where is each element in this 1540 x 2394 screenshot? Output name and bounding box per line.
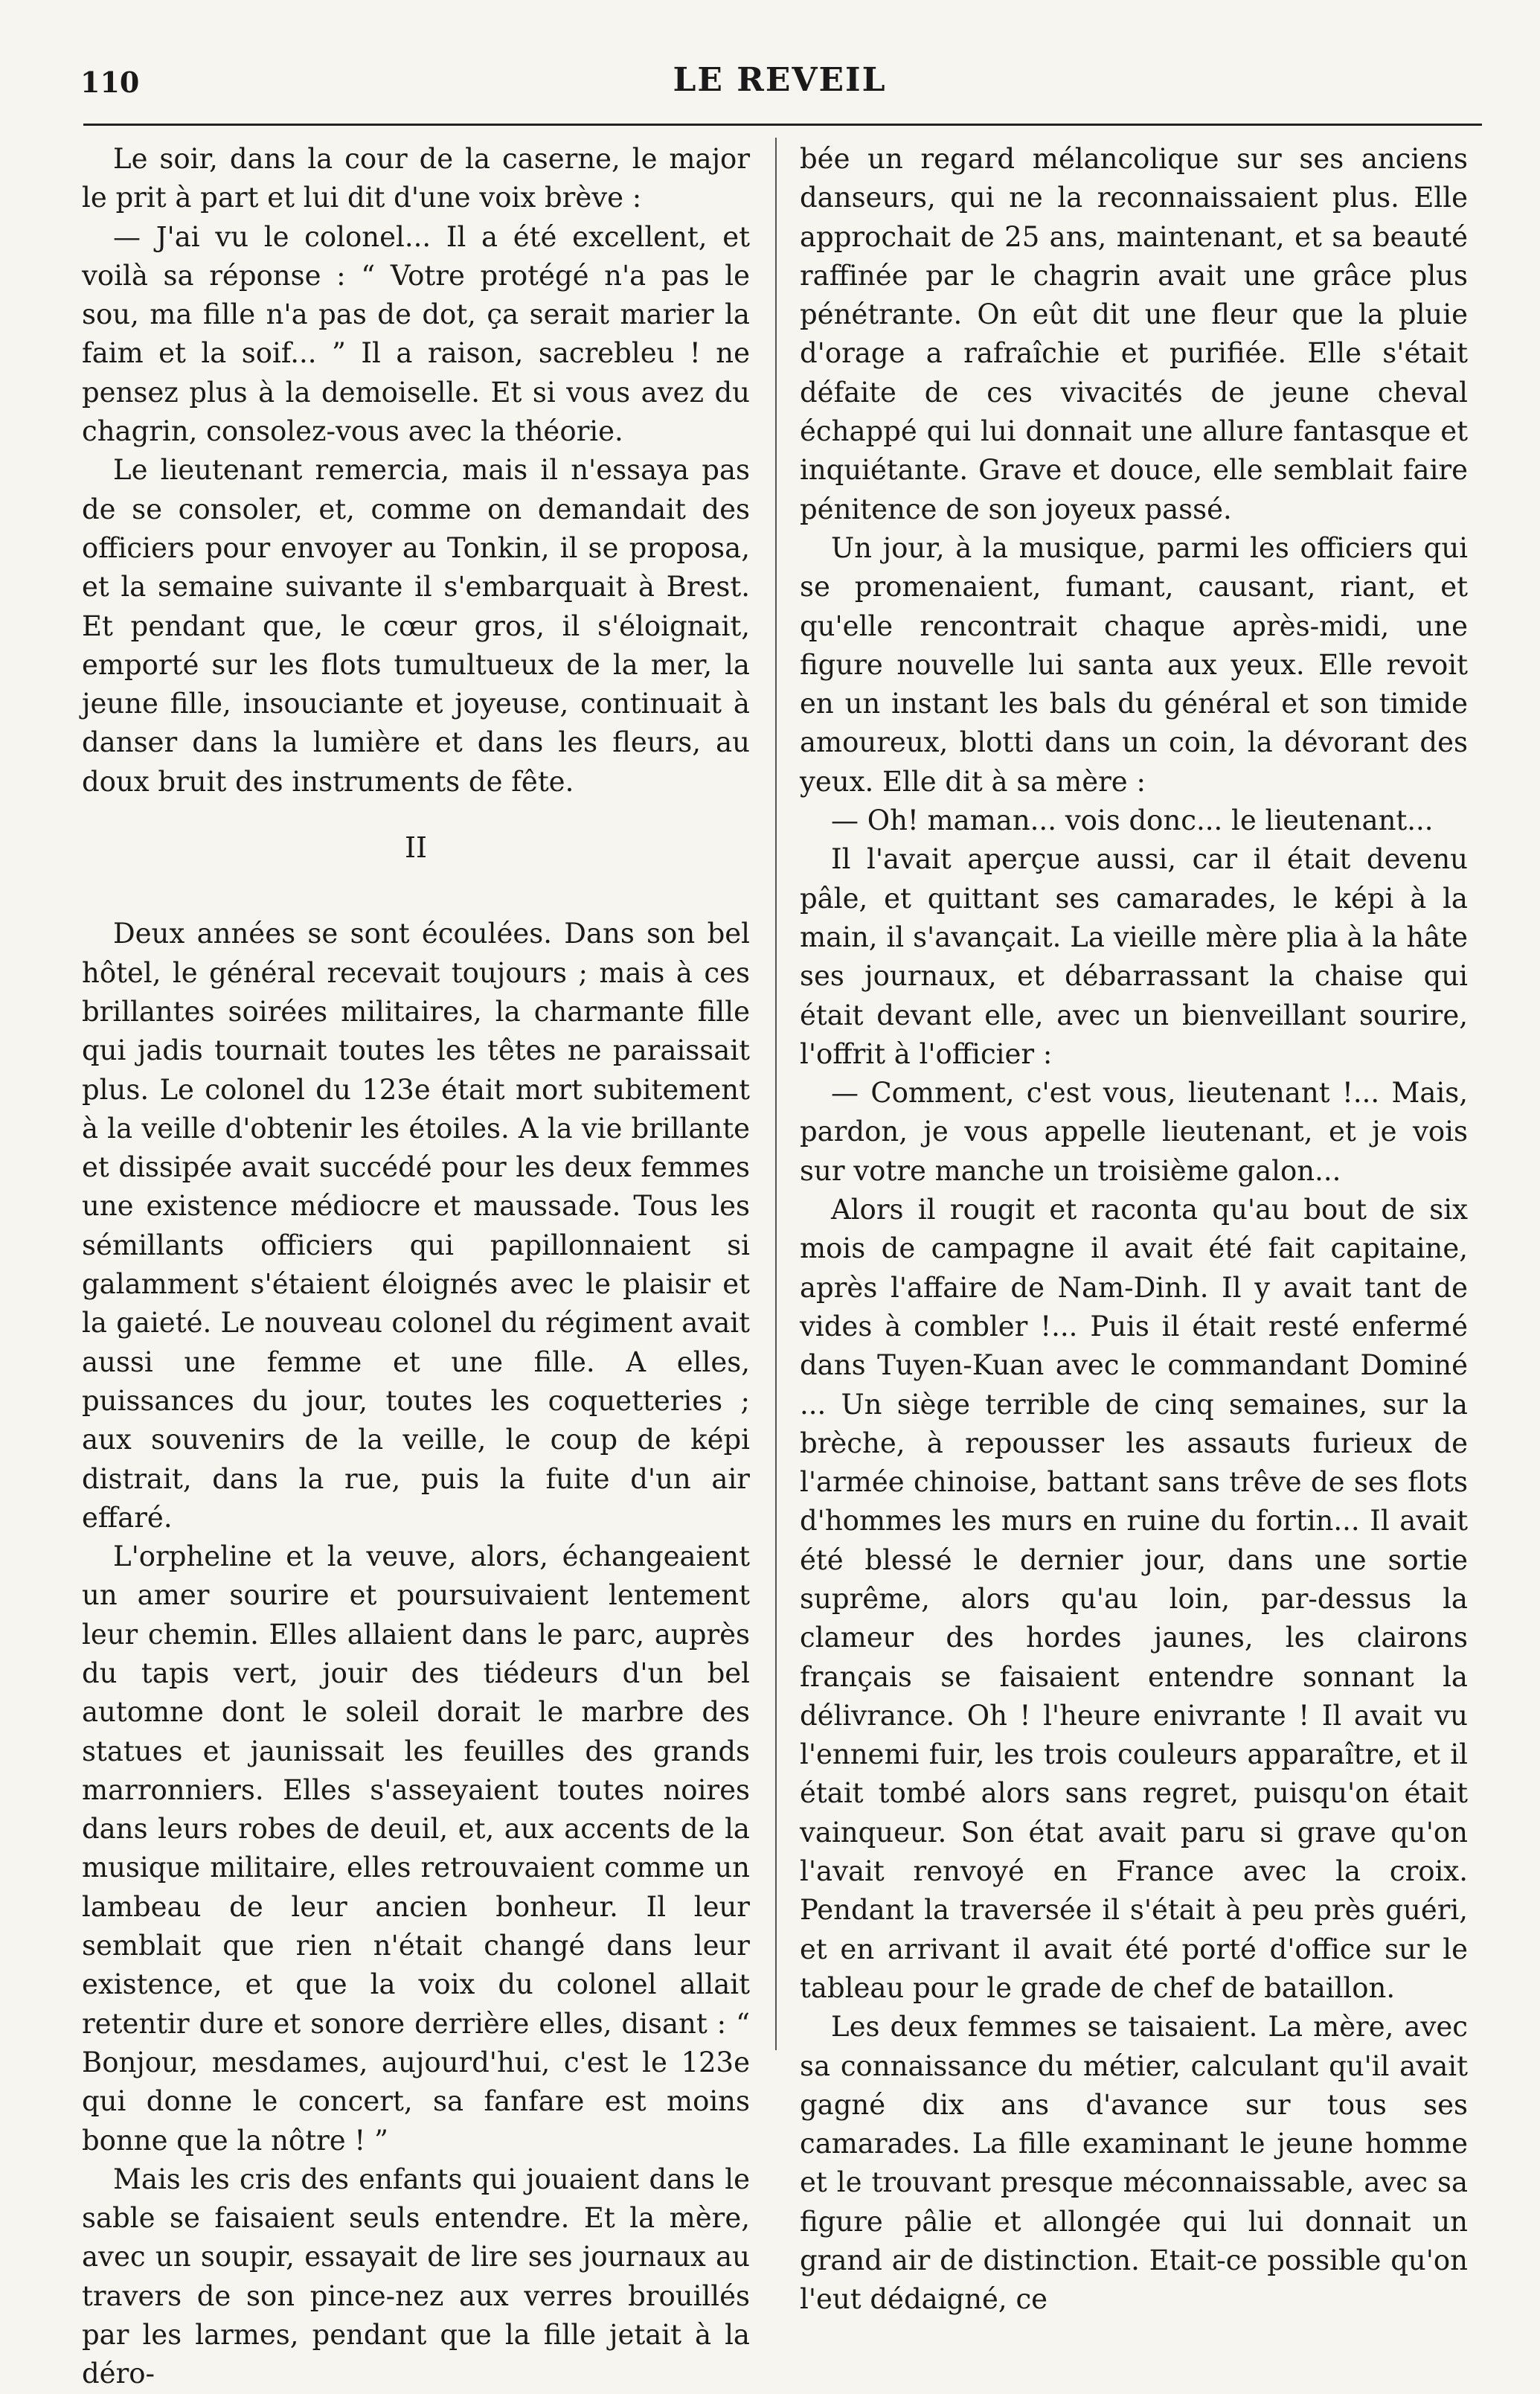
paragraph: — Oh! maman... vois donc... le lieutenant...: [831, 804, 1434, 837]
paragraph: Le soir, dans la cour de la caserne, le major le prit à part et lui dit d'une voix brève :: [82, 143, 750, 214]
section-numeral: II: [404, 831, 428, 865]
left-column: [82, 140, 750, 2394]
paragraph: Un jour, à la musique, parmi les officiers qui se promenaient, fumant, causant, riant, et qu'elle rencontrait chaque après-midi, une figure nouvelle lui santa aux yeux. Elle revoit en un instant les bals du général et son timide amoureux, blotti dans un coin, la dévorant des yeux. Elle dit à sa mère :: [800, 531, 1468, 798]
right-column: [800, 140, 1468, 2320]
running-title: LE REVEIL: [673, 61, 887, 99]
paragraph: Il l'avait aperçue aussi, car il était devenu pâle, et quittant ses camarades, le képi à la main, il s'avançait. La vieille mère plia à la hâte ses journaux, et débarrassant la chaise qui était devant elle, avec un bienveillant sourire, l'offrit à l'officier :: [800, 843, 1468, 1070]
page-number: 110: [80, 65, 140, 99]
paragraph: Deux années se sont écoulées. Dans son bel hôtel, le général recevait toujours ; mais à ces brillantes soirées militaires, la charmante fille qui jadis tournait toutes les têtes ne paraissait plus. Le colonel du 123e était mort subitement à la veille d'obtenir les étoiles. A la vie brillante et dissipée avait succédé pour les deux femmes une existence médiocre et maussade. Tous les sémillants officiers qui papillonnaient si galamment s'étaient éloignés avec le plaisir et la gaieté. Le nouveau colonel du régiment avait aussi une femme et une fille. A elles, puissances du jour, toutes les coquetteries ; aux souvenirs de la veille, le coup de képi distrait, dans la rue, puis la fuite d'un air effaré.: [82, 918, 750, 1534]
paragraph: Mais les cris des enfants qui jouaient dans le sable se faisaient seuls entendre. Et la mère, avec un soupir, essayait de lire ses journaux au travers de son pince-nez aux verres brouillés par les larmes, pendant que la fille jetait à la déro-: [82, 2163, 750, 2390]
paragraph: — Comment, c'est vous, lieutenant !... Mais, pardon, je vous appelle lieutenant, et je vois sur votre manche un troisième galon...: [800, 1077, 1468, 1187]
paragraph: — J'ai vu le colonel... Il a été excellent, et voilà sa réponse : “ Votre protégé n'a pas le sou, ma fille n'a pas de dot, ça serait marier la faim et la soif... ” Il a raison, sacrebleu ! ne pensez plus à la demoiselle. Et si vous avez du chagrin, consolez-vous avec la théorie.: [82, 220, 750, 448]
paragraph: Alors il rougit et raconta qu'au bout de six mois de campagne il avait été fait capitaine, après l'affaire de Nam-Dinh. Il y avait tant de vides à combler !... Puis il était resté enfermé dans Tuyen-Kuan avec le commandant Dominé ... Un siège terrible de cinq semaines, sur la brèche, à repousser les assauts furieux de l'armée chinoise, battant sans trêve de ses flots d'hommes les murs en ruine du fortin... Il avait été blessé le dernier jour, dans une sortie suprême, alors qu'au loin, par-dessus la clameur des hordes jaunes, les clairons français se faisaient entendre sonnant la délivrance. Oh ! l'heure enivrante ! Il avait vu l'ennemi fuir, les trois couleurs apparaître, et il était tombé alors sans regret, puisqu'on était vainqueur. Son état avait paru si grave qu'on l'avait renvoyé en France avec la croix. Pendant la traversée il s'était à peu près guéri, et en arrivant il avait été porté d'office sur le tableau pour le grade de chef de bataillon.: [800, 1194, 1468, 2004]
paragraph-continuation: bée un regard mélancolique sur ses anciens danseurs, qui ne la reconnaissaient plus. Elle approchait de 25 ans, maintenant, et sa beauté raffinée par le chagrin avait une grâce plus pénétrante. On eût dit une fleur que la pluie d'orage a rafraîchie et purifiée. Elle s'était défaite de ces vivacités de jeune cheval échappé qui lui donnait une allure fantasque et inquiétante. Grave et douce, elle semblait faire pénitence de son joyeux passé.: [800, 143, 1468, 525]
page-header: [80, 58, 1479, 110]
paragraph: Les deux femmes se taisaient. La mère, avec sa connaissance du métier, calculant qu'il avait gagné dix ans d'avance sur tous ses camarades. La fille examinant le jeune homme et le trouvant presque méconnaissable, avec sa figure pâlie et allongée qui lui donnait un grand air de distinction. Etait-ce possible qu'on l'eut dédaigné, ce: [800, 2011, 1468, 2316]
header-rule: [83, 124, 1482, 126]
paragraph: Le lieutenant remercia, mais il n'essaya pas de se consoler, et, comme on demandait des officiers pour envoyer au Tonkin, il se proposa, et la semaine suivante il s'embarquait à Brest. Et pendant que, le cœur gros, il s'éloignait, emporté sur les flots tumultueux de la mer, la jeune fille, insouciante et joyeuse, continuait à danser dans la lumière et dans les fleurs, au doux bruit des instruments de fête.: [82, 454, 750, 798]
column-divider: [775, 138, 777, 2050]
paragraph: L'orpheline et la veuve, alors, échangeaient un amer sourire et poursuivaient lentement leur chemin. Elles allaient dans le parc, auprès du tapis vert, jouir des tiédeurs d'un bel automne dont le soleil dorait le marbre des statues et jaunissait les feuilles des grands marronniers. Elles s'asseyaient toutes noires dans leurs robes de deuil, et, aux accents de la musique militaire, elles retrouvaient comme un lambeau de leur ancien bonheur. Il leur semblait que rien n'était changé dans leur existence, et que la voix du colonel allait retentir dure et sonore derrière elles, disant : “ Bonjour, mesdames, aujourd'hui, c'est le 123e qui donne le concert, sa fanfare est moins bonne que la nôtre ! ”: [82, 1540, 750, 2157]
